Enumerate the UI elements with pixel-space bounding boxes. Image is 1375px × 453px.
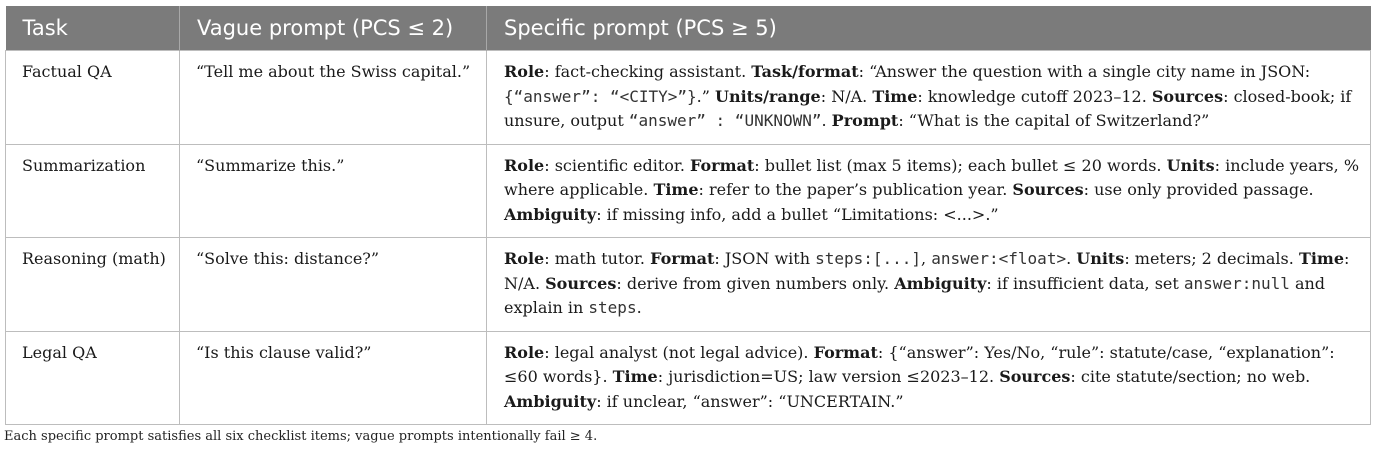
task-cell: Factual QA bbox=[6, 51, 180, 145]
prompt-text: : include years, % where applicable. bbox=[504, 155, 1360, 199]
prompt-comparison-table bbox=[5, 6, 1370, 425]
prompt-text: , bbox=[921, 249, 932, 268]
prompt-text: : JSON with bbox=[714, 249, 816, 268]
prompt-text: . bbox=[636, 298, 642, 317]
field-label: Task/format bbox=[751, 62, 859, 81]
prompt-text: : “Answer the question with a single city name in JSON: bbox=[858, 62, 1311, 81]
table-row bbox=[6, 331, 1371, 425]
table-header bbox=[6, 6, 1371, 51]
header-row bbox=[6, 6, 1371, 51]
code-snippet: answer:null bbox=[1183, 273, 1290, 293]
vague-prompt-cell: “Is this clause valid?” bbox=[180, 331, 487, 425]
header-task: Task bbox=[6, 6, 180, 51]
prompt-text: : “What is the capital of Switzerland?” bbox=[898, 111, 1210, 130]
task-cell: Summarization bbox=[6, 144, 180, 238]
prompt-text: : fact-checking assistant. bbox=[544, 62, 752, 81]
prompt-text: . bbox=[821, 111, 832, 130]
prompt-text: : meters; 2 decimals. bbox=[1124, 249, 1299, 268]
field-label: Sources bbox=[1012, 180, 1084, 199]
prompt-text: : math tutor. bbox=[544, 249, 651, 268]
field-label: Units bbox=[1076, 249, 1125, 268]
field-label: Time bbox=[612, 367, 658, 386]
table-body bbox=[6, 51, 1371, 425]
field-label: Role bbox=[504, 249, 545, 268]
prompt-text: : {“answer”: Yes/No, “rule”: statute/case, “explanation”: ≤60 words}. bbox=[504, 342, 1335, 386]
specific-prompt-cell bbox=[487, 331, 1371, 425]
table bbox=[5, 6, 1371, 425]
specific-prompt-cell bbox=[487, 144, 1371, 238]
field-label: Sources bbox=[999, 367, 1071, 386]
prompt-text: : N/A. bbox=[504, 249, 1350, 293]
field-label: Units bbox=[1166, 155, 1215, 175]
prompt-text: : if unclear, “answer”: “UNCERTAIN.” bbox=[596, 391, 904, 411]
field-label: Time bbox=[653, 180, 699, 199]
field-label: Prompt bbox=[831, 111, 899, 130]
specific-prompt-cell bbox=[487, 238, 1371, 332]
field-label: Role bbox=[504, 62, 545, 81]
header-specific-prompt: Specific prompt (PCS ≥ 5) bbox=[487, 6, 1371, 51]
table-footnote: Each specific prompt satisfies all six checklist items; vague prompts intentionally fail ≥ 4. bbox=[4, 429, 598, 444]
table-row bbox=[6, 144, 1371, 238]
prompt-text: : if missing info, add a bullet “Limitations: <...>.” bbox=[596, 204, 999, 224]
vague-prompt-cell: “Tell me about the Swiss capital.” bbox=[180, 51, 487, 145]
field-label: Sources bbox=[545, 273, 617, 293]
field-label: Units/range bbox=[715, 86, 821, 106]
vague-prompt-cell: “Solve this: distance?” bbox=[180, 238, 487, 332]
table-row bbox=[6, 238, 1371, 332]
prompt-text: : N/A. bbox=[820, 86, 873, 106]
prompt-text: . bbox=[1066, 249, 1077, 268]
field-label: Time bbox=[872, 86, 918, 106]
prompt-text: : if insufficient data, set bbox=[986, 273, 1184, 293]
prompt-text: and explain in bbox=[504, 273, 1326, 317]
vague-prompt-cell: “Summarize this.” bbox=[180, 144, 487, 238]
field-label: Ambiguity bbox=[504, 391, 597, 411]
task-cell: Reasoning (math) bbox=[6, 238, 180, 332]
field-label: Time bbox=[1298, 249, 1345, 268]
field-label: Role bbox=[504, 155, 545, 175]
prompt-text: : knowledge cutoff 2023–12. bbox=[917, 86, 1152, 106]
task-cell: Legal QA bbox=[6, 331, 180, 425]
field-label: Role bbox=[504, 342, 545, 362]
field-label: Ambiguity bbox=[894, 273, 987, 293]
prompt-text: .” bbox=[696, 86, 716, 106]
prompt-text: : closed-book; if unsure, output bbox=[504, 86, 1352, 130]
code-snippet: steps bbox=[588, 298, 637, 317]
field-label: Format bbox=[813, 342, 878, 362]
header-vague-prompt: Vague prompt (PCS ≤ 2) bbox=[180, 6, 487, 51]
prompt-text: : cite statute/section; no web. bbox=[1070, 367, 1311, 386]
code-snippet: {“answer”: “<CITY>”} bbox=[504, 86, 697, 106]
code-snippet: steps:[...] bbox=[815, 249, 922, 268]
prompt-text: : derive from given numbers only. bbox=[616, 273, 895, 293]
prompt-text: : scientific editor. bbox=[544, 155, 690, 175]
field-label: Ambiguity bbox=[504, 204, 597, 224]
prompt-text: : legal analyst (not legal advice). bbox=[544, 342, 814, 362]
prompt-text: : use only provided passage. bbox=[1083, 180, 1314, 199]
field-label: Format bbox=[650, 249, 715, 268]
prompt-text: : refer to the paper’s publication year. bbox=[698, 180, 1013, 199]
table-row bbox=[6, 51, 1371, 145]
specific-prompt-cell bbox=[487, 51, 1371, 145]
code-snippet: answer:<float> bbox=[931, 249, 1067, 268]
code-snippet: “answer” : “UNKNOWN” bbox=[628, 111, 822, 130]
prompt-text: : jurisdiction=US; law version ≤2023–12. bbox=[657, 367, 1000, 386]
field-label: Sources bbox=[1151, 86, 1224, 106]
field-label: Format bbox=[690, 155, 755, 175]
prompt-text: : bullet list (max 5 items); each bullet ≤ 20 words. bbox=[754, 155, 1167, 175]
